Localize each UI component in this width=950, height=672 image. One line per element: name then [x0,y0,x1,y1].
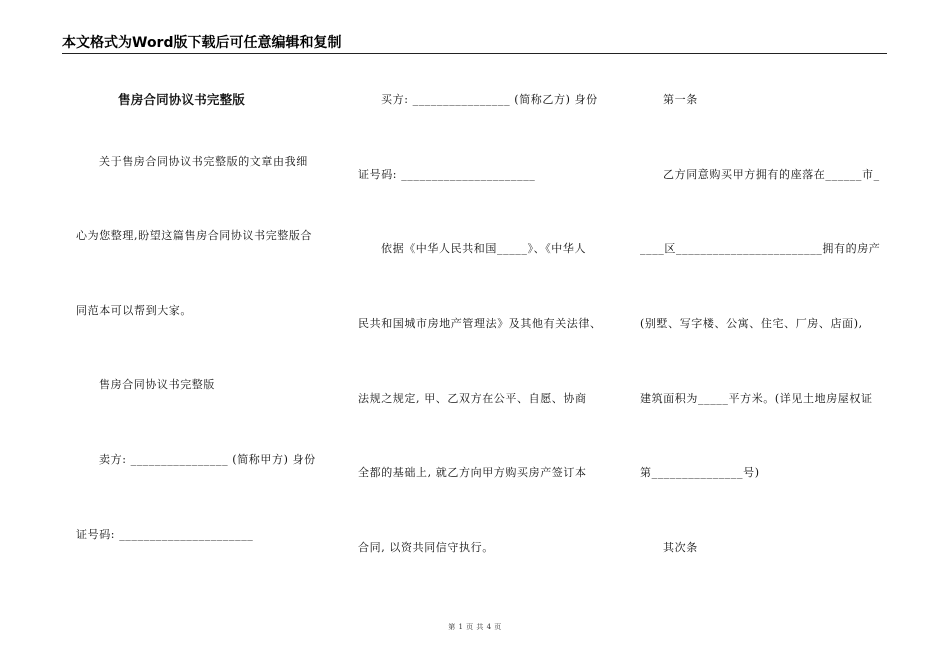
paragraph-line: 合同, 以资共同信守执行。 [358,541,494,554]
paragraph-line: 同范本可以帮到大家。 [76,304,192,317]
column-1 [0,0,320,672]
paragraph-line: 依据《中华人民共和国_____》、《中华人 [381,242,587,255]
buyer-line: 买方: ________________ (简称乙方) 身份 [381,93,598,106]
buyer-id-line: 证号码: ______________________ [358,168,536,181]
paragraph-line: 法规之规定, 甲、乙双方在公平、自愿、协商 [358,392,587,405]
column-3 [640,0,890,672]
paragraph-line: 全都的基础上, 就乙方向甲方购买房产签订本 [358,466,587,479]
paragraph-line: 民共和国城市房地产管理法》及其他有关法律、 [358,317,602,330]
seller-line: 卖方: ________________ (简称甲方) 身份 [99,453,316,466]
paragraph-line: 心为您整理,盼望这篇售房合同协议书完整版合 [76,229,313,242]
paragraph-line: ____区________________________拥有的房产 [640,242,881,255]
seller-id-line: 证号码: ______________________ [76,528,254,541]
section-heading: 售房合同协议书完整版 [99,378,215,391]
document-title: 售房合同协议书完整版 [118,92,246,107]
paragraph-line: 乙方同意购买甲方拥有的座落在______市_ [663,168,880,181]
paragraph-line: 建筑面积为_____平方米。(详见土地房屋权证 [640,392,873,405]
paragraph-line: 第_______________号) [640,466,760,479]
paragraph-line: (别墅、写字楼、公寓、住宅、厂房、店面), [640,317,863,330]
article-heading: 第一条 [663,93,698,106]
document-header: 本文格式为Word版下载后可任意编辑和复制 [62,35,342,51]
article-heading: 其次条 [663,541,698,554]
paragraph-line: 关于售房合同协议书完整版的文章由我细 [99,155,308,168]
column-2 [350,0,620,672]
page-number: 第 1 页 共 4 页 [448,623,502,631]
